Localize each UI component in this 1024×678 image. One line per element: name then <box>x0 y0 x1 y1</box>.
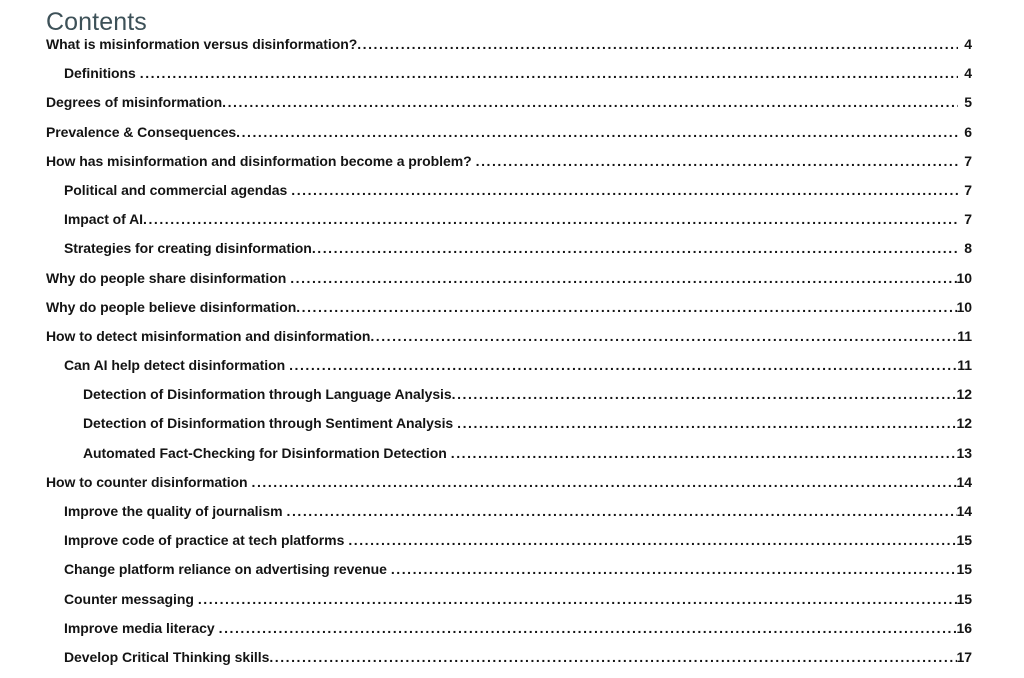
toc-entry[interactable] <box>46 211 972 240</box>
toc-entry-title: Strategies for creating disinformation <box>64 240 312 257</box>
toc-entry[interactable] <box>46 36 972 65</box>
toc-entry-title: Develop Critical Thinking skills <box>64 648 270 665</box>
toc-dot-leader <box>291 183 958 197</box>
toc-entry-page-number: 7 <box>964 211 972 228</box>
toc-entry-title: Definitions <box>64 65 136 82</box>
toc-dot-leader <box>357 37 958 51</box>
toc-entry-title: Improve media literacy <box>64 619 215 636</box>
toc-entry[interactable] <box>46 270 972 299</box>
toc-entry-page-number: 15 <box>956 590 972 607</box>
toc-entry-title: How to detect misinformation and disinformation <box>46 327 371 344</box>
toc-entry[interactable] <box>46 503 972 532</box>
toc-dot-leader <box>290 271 956 285</box>
toc-entry-page-number: 13 <box>956 444 972 461</box>
toc-entry-page-number: 7 <box>964 152 972 169</box>
toc-entry-title: Why do people share disinformation <box>46 269 287 286</box>
toc-entry-title: Improve the quality of journalism <box>64 503 283 519</box>
toc-dot-leader <box>312 241 958 255</box>
toc-entry-page-number: 8 <box>964 240 972 257</box>
toc-entry-page-number: 15 <box>956 532 972 549</box>
toc-entry-page-number: 12 <box>956 386 972 403</box>
toc-entry-title: Detection of Disinformation through Sentiment Analysis <box>83 415 454 432</box>
toc-entry-page-number: 11 <box>957 357 972 374</box>
toc-entry[interactable] <box>46 474 972 503</box>
toc-entry-title: Prevalence & Consequences <box>46 123 237 140</box>
toc-entry-title: Political and commercial agendas <box>64 181 288 198</box>
toc-entry-title: Can AI help detect disinformation <box>64 357 286 374</box>
toc-dot-leader <box>452 387 957 401</box>
toc-entry[interactable] <box>46 328 972 357</box>
toc-dot-leader <box>457 416 956 430</box>
toc-entry-title: Automated Fact-Checking for Disinformation Detection <box>83 444 447 461</box>
toc-dot-leader <box>289 358 957 372</box>
toc-entry-page-number: 15 <box>956 561 972 578</box>
toc-entry-title: Degrees of misinformation <box>46 94 223 111</box>
toc-entry-page-number: 7 <box>964 181 972 198</box>
toc-entry[interactable] <box>46 65 972 94</box>
toc-entry[interactable] <box>46 386 972 415</box>
toc-entry-title: What is misinformation versus disinformation? <box>46 36 358 52</box>
toc-entry[interactable] <box>46 415 972 444</box>
table-of-contents-list <box>46 36 972 678</box>
toc-dot-leader <box>219 621 957 635</box>
toc-entry[interactable] <box>46 94 972 123</box>
toc-entry-page-number: 12 <box>956 415 972 432</box>
toc-dot-leader <box>252 475 957 489</box>
toc-entry-title: How to counter disinformation <box>46 473 248 490</box>
toc-entry[interactable] <box>46 532 972 561</box>
toc-entry-page-number: 14 <box>956 503 972 519</box>
toc-entry-title: Why do people believe disinformation <box>46 298 297 315</box>
toc-entry-page-number: 14 <box>956 473 972 490</box>
toc-dot-leader <box>296 300 956 314</box>
toc-entry-page-number: 11 <box>957 327 972 344</box>
toc-dot-leader <box>287 504 957 518</box>
toc-entry[interactable] <box>46 445 972 474</box>
toc-entry[interactable] <box>46 620 972 649</box>
toc-entry[interactable] <box>46 591 972 620</box>
toc-entry-page-number: 10 <box>956 298 972 315</box>
toc-dot-leader <box>476 154 958 168</box>
toc-entry[interactable] <box>46 561 972 590</box>
toc-entry[interactable] <box>46 357 972 386</box>
toc-entry[interactable] <box>46 182 972 211</box>
toc-entry[interactable] <box>46 240 972 269</box>
toc-dot-leader <box>451 446 957 460</box>
toc-entry-title: How has misinformation and disinformation become a problem? <box>46 152 472 169</box>
toc-dot-leader <box>236 125 958 139</box>
toc-entry-page-number: 16 <box>956 619 972 636</box>
page-title: Contents <box>46 8 147 36</box>
toc-dot-leader <box>222 95 958 109</box>
toc-dot-leader <box>143 212 958 226</box>
toc-entry[interactable] <box>46 299 972 328</box>
toc-dot-leader <box>140 66 958 80</box>
toc-entry-title: Detection of Disinformation through Language Analysis <box>83 386 452 403</box>
toc-entry-title: Improve code of practice at tech platforms <box>64 532 345 549</box>
toc-entry-page-number: 6 <box>964 123 972 140</box>
toc-dot-leader <box>370 329 957 343</box>
toc-entry-page-number: 5 <box>964 94 972 111</box>
toc-entry-page-number: 17 <box>956 648 972 665</box>
toc-entry-title: Counter messaging <box>64 590 194 607</box>
toc-entry-title: Change platform reliance on advertising revenue <box>64 561 387 578</box>
toc-entry[interactable] <box>46 153 972 182</box>
toc-entry-page-number: 4 <box>964 65 972 82</box>
toc-entry[interactable] <box>46 124 972 153</box>
toc-entry-page-number: 10 <box>956 269 972 286</box>
toc-dot-leader <box>391 562 957 576</box>
toc-entry-title: Impact of AI <box>64 211 143 228</box>
toc-dot-leader <box>348 533 956 547</box>
toc-dot-leader <box>198 592 957 606</box>
toc-entry-page-number: 4 <box>964 36 972 52</box>
toc-dot-leader <box>269 650 956 664</box>
